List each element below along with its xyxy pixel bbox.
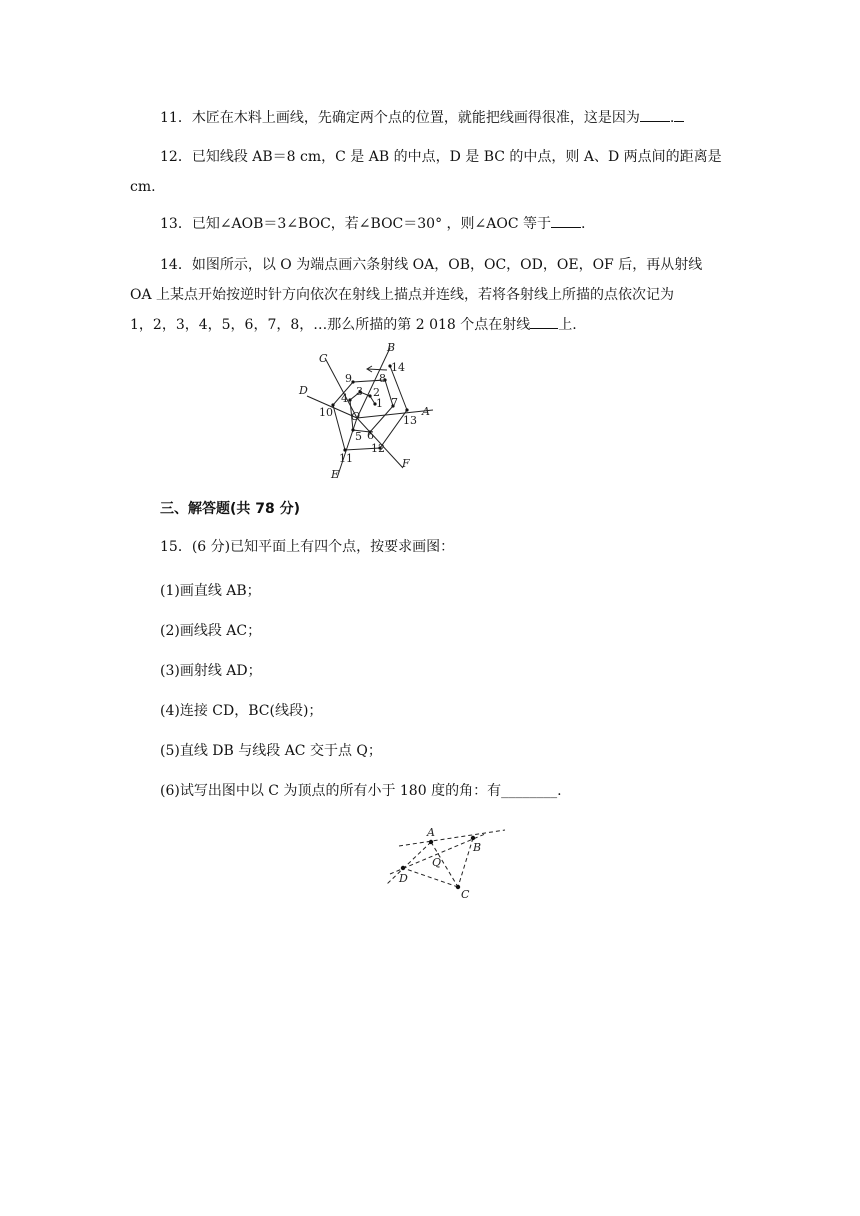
question-13-tail: . <box>581 216 586 232</box>
answer-blank <box>530 314 558 329</box>
answer-blank <box>551 213 581 228</box>
question-14-line2: OA 上某点开始按逆时针方向依次在射线上描点并连线，若将各射线上所描的点依次记为 <box>130 287 675 303</box>
answer-blank-tail <box>674 107 684 122</box>
point-4: 4 <box>341 392 348 405</box>
point-8: 8 <box>379 372 386 385</box>
point-6: 6 <box>367 429 374 442</box>
question-12-line2: cm. <box>130 179 156 195</box>
question-12-line1: 12．已知线段 AB＝8 cm，C 是 AB 的中点，D 是 BC 的中点，则 A、D 两点间的距离是 <box>160 149 722 165</box>
label-d: D <box>299 384 308 397</box>
point-a-label: A <box>427 826 435 839</box>
point-9: 9 <box>345 372 352 385</box>
question-11-text: 11．木匠在木料上画线，先确定两个点的位置，就能把线画得很准，这是因为 <box>160 110 640 126</box>
answer-blank <box>640 107 670 122</box>
point-q-label: Q <box>432 856 442 869</box>
four-points-figure <box>385 822 510 900</box>
question-15-item-4: (4)连接 CD，BC(线段)； <box>160 703 323 719</box>
point-13: 13 <box>403 414 417 427</box>
question-13-text: 13．已知∠AOB＝3∠BOC，若∠BOC＝30° ，则∠AOC 等于 <box>160 216 552 232</box>
question-15-item-6: (6)试写出图中以 C 为顶点的所有小于 180 度的角：有________. <box>160 783 562 799</box>
question-15-item-1: (1)画直线 AB； <box>160 583 261 599</box>
label-a: A <box>422 405 430 418</box>
section-title: 三、解答题(共 78 分) <box>160 501 301 517</box>
ray-oe <box>337 418 357 478</box>
question-15-item-3: (3)画射线 AD； <box>160 663 262 679</box>
point-1: 1 <box>376 397 383 410</box>
label-o: O <box>351 410 361 423</box>
question-14 <box>130 250 730 340</box>
question-14-tail: 上. <box>558 317 577 333</box>
label-c: C <box>319 352 328 365</box>
question-15-intro: 15．(6 分)已知平面上有四个点，按要求画图： <box>160 539 455 555</box>
line-ab <box>399 830 505 846</box>
point-2: 2 <box>373 386 380 399</box>
question-14-line3: 1，2，3，4，5，6，7，8，…那么所描的第 2 018 个点在射线 <box>130 317 531 333</box>
point-12: 12 <box>371 442 385 455</box>
point-3: 3 <box>356 385 363 398</box>
arrow-line <box>367 369 387 370</box>
question-14-line1: 14．如图所示，以 O 为端点画六条射线 OA，OB，OC，OD，OE，OF 后，再从射线 <box>160 257 703 273</box>
segment-cd <box>403 868 458 887</box>
question-15-item-2: (2)画线段 AC； <box>160 623 262 639</box>
point-11: 11 <box>339 452 353 465</box>
label-f: F <box>402 457 410 470</box>
point-7: 7 <box>391 396 398 409</box>
question-11 <box>130 103 730 133</box>
segment-bc <box>458 838 473 887</box>
point-5: 5 <box>355 430 362 443</box>
point-14: 14 <box>391 361 405 374</box>
ray-spiral-figure <box>295 340 440 485</box>
question-15-item-5: (5)直线 DB 与线段 AC 交于点 Q； <box>160 743 382 759</box>
label-e: E <box>331 468 340 481</box>
question-12 <box>130 142 730 202</box>
ray-ad <box>387 842 431 884</box>
point-10: 10 <box>319 406 333 419</box>
point-d-label: D <box>399 872 408 885</box>
question-13 <box>130 209 730 239</box>
question-11-blank-dot: . <box>669 110 675 126</box>
point-b-label: B <box>473 841 482 854</box>
label-b: B <box>387 341 396 354</box>
point-c-label: C <box>461 888 470 900</box>
